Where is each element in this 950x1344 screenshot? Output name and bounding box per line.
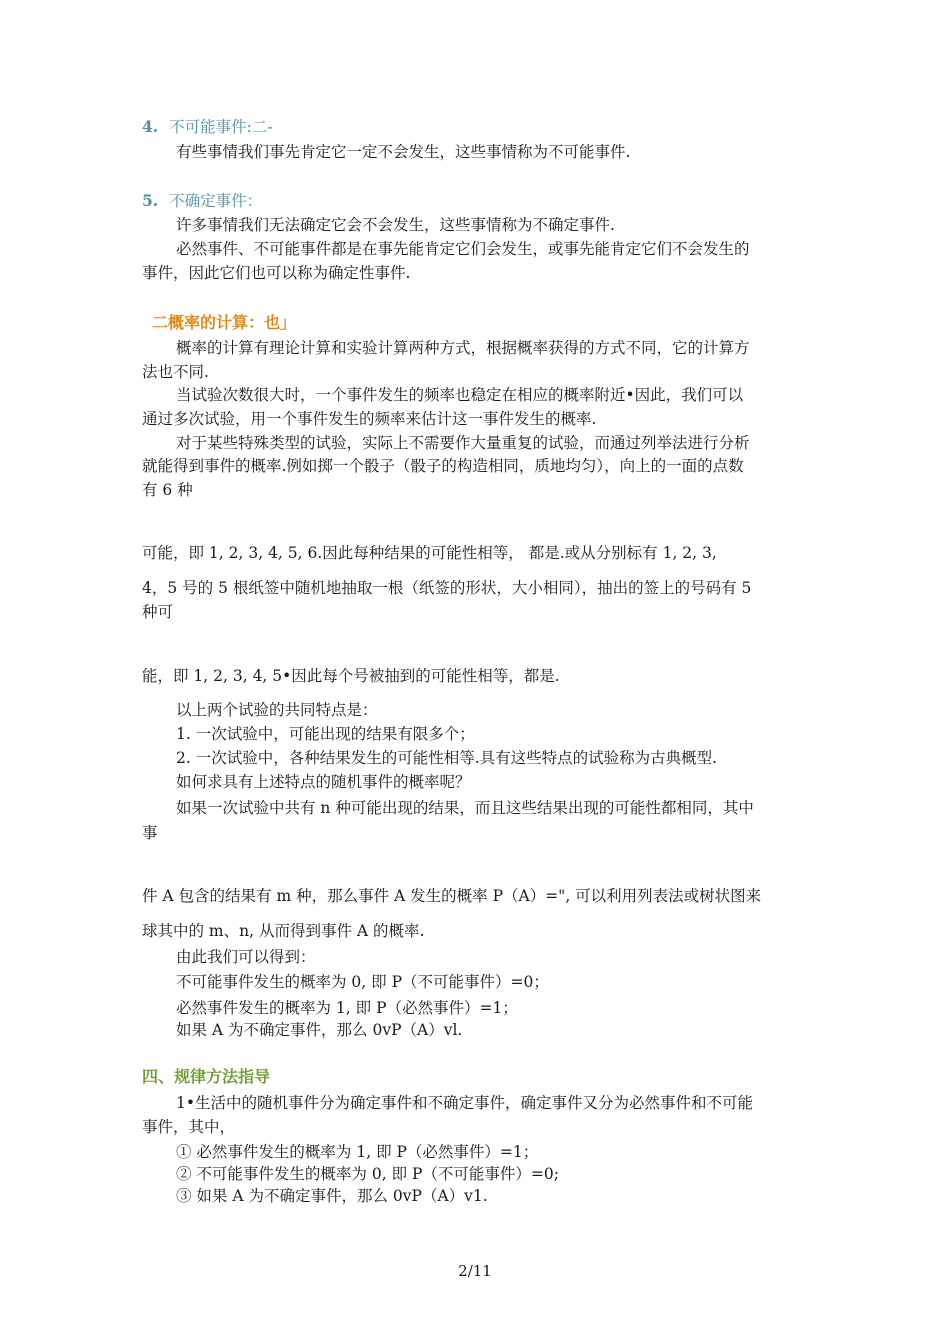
calc-paragraph-line: 种可 (142, 603, 174, 621)
calc-paragraph-line: 能，即 1, 2, 3, 4, 5•因此每个号被抽到的可能性相等，都是. (142, 667, 560, 685)
formula-paragraph-line: 件 A 包含的结果有 m 种，那么事件 A 发生的概率 P（A）=", 可以利用列表法或树状图来 (142, 887, 762, 905)
conclusion-intro: 由此我们可以得到： (176, 948, 316, 966)
section-title: 不确定事件： (169, 192, 263, 210)
result-uncertain: 如果 A 为不确定事件，那么 0vP（A）vl. (176, 1021, 463, 1039)
section-heading-method: 四、规律方法指导 (142, 1067, 271, 1086)
section-heading-5 (142, 190, 262, 212)
section-heading-calc: 二概率的计算：也」 (152, 313, 297, 332)
method-item-2: ② 不可能事件发生的概率为 0, 即 P（不可能事件）=0; (176, 1165, 559, 1183)
calc-paragraph-line: 就能得到事件的概率.例如掷一个骰子（骰子的构造相同，质地均匀），向上的一面的点数 (142, 457, 744, 475)
formula-paragraph-line: 球其中的 m、n, 从而得到事件 A 的概率. (142, 922, 425, 940)
calc-paragraph-line: 通过多次试验，用一个事件发生的频率来估计这一事件发生的概率. (142, 410, 597, 428)
paragraph-certain-line2: 事件，因此它们也可以称为确定性事件. (142, 264, 411, 282)
calc-paragraph-line: 可能，即 1, 2, 3, 4, 5, 6.因此每种结果的可能性相等， 都是.或从分别标有 1, 2, 3, (142, 544, 717, 562)
formula-paragraph-line: 事 (142, 824, 158, 842)
calc-paragraph-line: 概率的计算有理论计算和实验计算两种方式，根据概率获得的方式不同，它的计算方 (176, 339, 750, 357)
calc-paragraph-line: 当试验次数很大时，一个事件发生的频率也稳定在相应的概率附近•因此，我们可以 (176, 386, 744, 404)
section-heading-4 (142, 116, 273, 138)
method-paragraph-line: 事件，其中， (142, 1118, 236, 1136)
page-number: 2/11 (458, 1262, 492, 1280)
calc-paragraph-line: 对于某些特殊类型的试验，实际上不需要作大量重复的试验，而通过列举法进行分析 (176, 434, 750, 452)
formula-paragraph-line: 如果一次试验中共有 n 种可能出现的结果，而且这些结果出现的可能性都相同，其中 (176, 799, 754, 817)
calc-paragraph-line: 4，5 号的 5 根纸签中随机地抽取一根（纸签的形状，大小相同），抽出的签上的号码有 5 (142, 579, 752, 597)
method-item-3: ③ 如果 A 为不确定事件，那么 0vP（A）v1. (176, 1187, 488, 1205)
result-impossible: 不可能事件发生的概率为 0, 即 P（不可能事件）=0； (176, 973, 549, 991)
calc-paragraph-line: 法也不同. (142, 363, 209, 381)
common-intro: 以上两个试验的共同特点是： (176, 701, 378, 719)
common-item-2: 2. 一次试验中，各种结果发生的可能性相等.具有这些特点的试验称为古典概型. (176, 749, 718, 767)
common-item-1: 1. 一次试验中，可能出现的结果有限多个； (176, 725, 475, 743)
question-line: 如何求具有上述特点的随机事件的概率呢？ (176, 773, 471, 791)
method-item-1: ① 必然事件发生的概率为 1, 即 P（必然事件）=1； (176, 1143, 539, 1161)
section-number: 5. (142, 191, 159, 210)
calc-paragraph-line: 有 6 种 (142, 481, 193, 499)
paragraph-impossible: 有些事情我们事先肯定它一定不会发生，这些事情称为不可能事件. (176, 143, 631, 161)
paragraph-certain-line1: 必然事件、不可能事件都是在事先能肯定它们会发生，或事先能肯定它们不会发生的 (176, 240, 750, 258)
result-certain: 必然事件发生的概率为 1, 即 P（必然事件）=1； (176, 999, 518, 1017)
section-number: 4. (142, 117, 159, 136)
section-title: 不可能事件:二- (169, 118, 273, 136)
method-paragraph-line: 1•生活中的随机事件分为确定事件和不确定事件，确定事件又分为必然事件和不可能 (176, 1094, 754, 1112)
paragraph-uncertain: 许多事情我们无法确定它会不会发生，这些事情称为不确定事件. (176, 216, 615, 234)
